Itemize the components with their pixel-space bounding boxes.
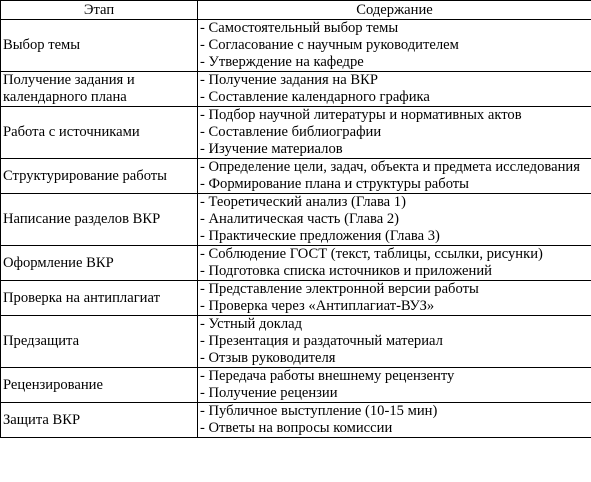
- content-cell: [198, 194, 591, 246]
- content-item: - Получение рецензии: [200, 385, 338, 401]
- content-cell: [198, 316, 591, 368]
- content-item: - Самостоятельный выбор темы: [200, 20, 399, 36]
- stage-cell: Написание разделов ВКР: [1, 194, 198, 246]
- content-item: - Передача работы внешнему рецензенту: [200, 368, 455, 384]
- content-cell: [198, 281, 591, 316]
- content-item: - Проверка через «Антиплагиат-ВУЗ»: [200, 298, 435, 314]
- content-cell: [198, 107, 591, 159]
- content-item: - Презентация и раздаточный материал: [200, 333, 443, 349]
- content-item: - Получение задания на ВКР: [200, 72, 378, 88]
- header-stage: Этап: [1, 1, 198, 20]
- content-item: - Подбор научной литературы и нормативных актов: [200, 107, 522, 123]
- stage-cell: Предзащита: [1, 316, 198, 368]
- content-item: - Публичное выступление (10-15 мин): [200, 403, 438, 419]
- content-cell: [198, 403, 591, 438]
- content-cell: [198, 20, 591, 72]
- content-item: - Устный доклад: [200, 316, 303, 332]
- table-body: [1, 20, 591, 438]
- table-row: [1, 159, 591, 194]
- content-cell: [198, 368, 591, 403]
- content-item: - Составление календарного графика: [200, 89, 430, 105]
- stage-cell: Рецензирование: [1, 368, 198, 403]
- content-item: - Ответы на вопросы комиссии: [200, 420, 393, 436]
- table-row: [1, 246, 591, 281]
- content-item: - Составление библиографии: [200, 124, 382, 140]
- table-row: [1, 72, 591, 107]
- content-item: - Аналитическая часть (Глава 2): [200, 211, 400, 227]
- table-header-row: [1, 1, 591, 20]
- content-item: - Изучение материалов: [200, 141, 343, 157]
- stage-cell: Структурирование работы: [1, 159, 198, 194]
- table-row: [1, 107, 591, 159]
- stage-cell: Выбор темы: [1, 20, 198, 72]
- content-item: - Практические предложения (Глава 3): [200, 228, 440, 244]
- stage-cell: Работа с источниками: [1, 107, 198, 159]
- stage-cell: Проверка на антиплагиат: [1, 281, 198, 316]
- stage-cell: Оформление ВКР: [1, 246, 198, 281]
- table-row: [1, 194, 591, 246]
- content-item: - Подготовка списка источников и приложений: [200, 263, 492, 279]
- table-row: [1, 20, 591, 72]
- table-row: [1, 403, 591, 438]
- header-content: Содержание: [198, 1, 591, 20]
- content-cell: [198, 159, 591, 194]
- table-row: [1, 316, 591, 368]
- content-item: - Представление электронной версии работы: [200, 281, 479, 297]
- content-item: - Определение цели, задач, объекта и предмета исследования: [200, 159, 580, 175]
- table-row: [1, 368, 591, 403]
- content-cell: [198, 246, 591, 281]
- stage-cell: Защита ВКР: [1, 403, 198, 438]
- content-item: - Теоретический анализ (Глава 1): [200, 194, 406, 210]
- content-item: - Согласование с научным руководителем: [200, 37, 459, 53]
- content-cell: [198, 72, 591, 107]
- content-item: - Соблюдение ГОСТ (текст, таблицы, ссылки, рисунки): [200, 246, 543, 262]
- content-item: - Формирование плана и структуры работы: [200, 176, 469, 192]
- content-item: - Утверждение на кафедре: [200, 54, 364, 70]
- table-row: [1, 281, 591, 316]
- content-item: - Отзыв руководителя: [200, 350, 336, 366]
- stage-cell: Получение задания и календарного плана: [1, 72, 198, 107]
